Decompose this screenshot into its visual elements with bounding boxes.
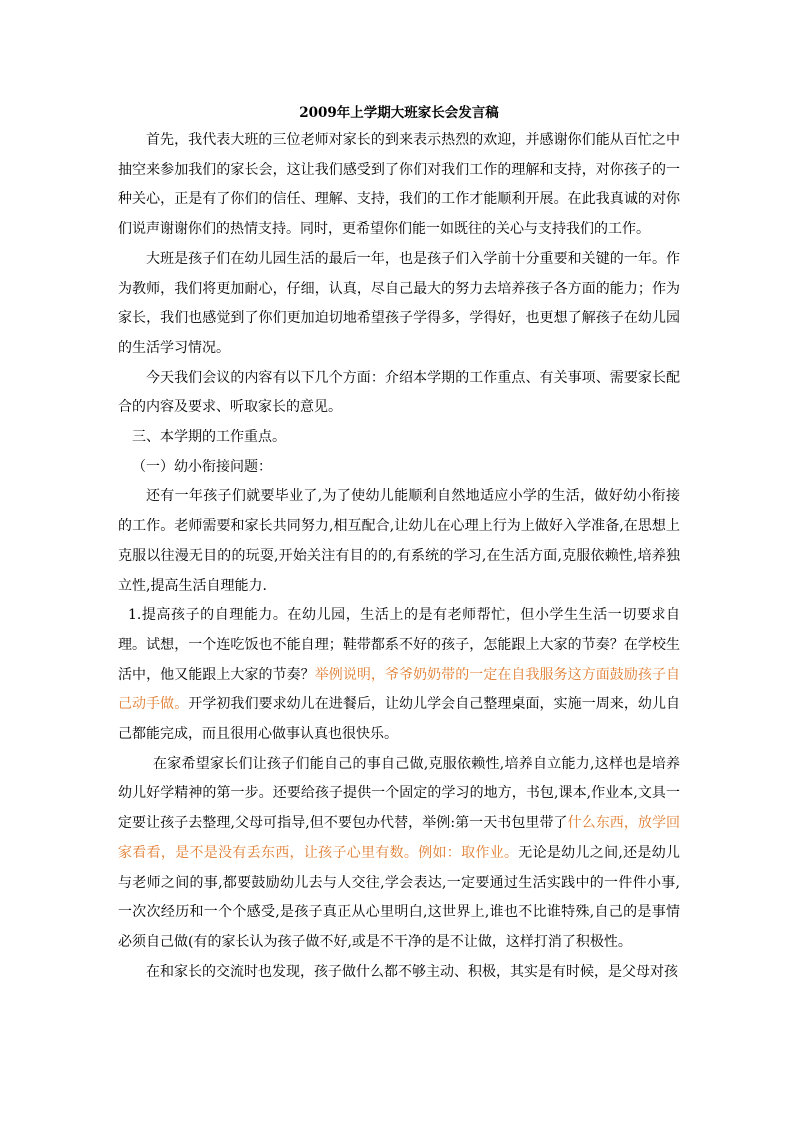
self-care-highlight: 举例说明，爷爷奶奶带的一定在自我服务这方面鼓励孩子自己动手做。 [118, 666, 680, 713]
subsection-heading-transition: （一）幼小衔接问题： [132, 458, 272, 475]
paragraph-meeting-agenda: 今天我们会议的内容有以下几个方面：介绍本学期的工作重点、有关事项、需要家长配合的内容及要求、听取家长的意见。 [118, 369, 680, 416]
document-title: 2009年上学期大班家长会发言稿 [299, 105, 499, 121]
paragraph-self-care [118, 601, 680, 750]
section-heading-work-focus: 三、本学期的工作重点。 [132, 429, 286, 446]
paragraph-final-year: 大班是孩子们在幼儿园生活的最后一年，也是孩子们入学前十分重要和关键的一年。作为教师，我们将更加耐心，仔细，认真，尽自己最大的努力去培养孩子各方面的能力；作为家长，我们也感觉到了你们更加迫切地希望孩子学得多，学得好，也更想了解孩子在幼儿园的生活学习情况。 [118, 250, 680, 356]
paragraph-transition: 还有一年孩子们就要毕业了,为了使幼儿能顺利自然地适应小学的生活，做好幼小衔接的工作。老师需要和家长共同努力,相互配合,让幼儿在心理上行为上做好入学准备,在思想上克服以往漫无目的的玩耍,开始关注有目的的,有系统的学习,在生活方面,克服依赖性,培养独立性,提高生活自理能力. [118, 488, 680, 594]
home-habits-highlight: 什么东西，放学回家看看，是不是没有丢东西，让孩子心里有数。例如：取作业。 [118, 815, 680, 861]
paragraph-welcome: 首先，我代表大班的三位老师对家长的到来表示热烈的欢迎，并感谢你们能从百忙之中抽空来参加我们的家长会，这让我们感受到了你们对我们工作的理解和支持，对你孩子的一种关心，正是有了你们的信任、理解、支持，我们的工作才能顺利开展。在此我真诚的对你们说声谢谢你们的热情支持。同时，更希望你们能一如既往的关心与支持我们的工作。 [118, 132, 680, 238]
self-care-text-b: 开学初我们要求幼儿在进餐后，让幼儿学会自己整理桌面，实施一周来，幼儿自己都能完成，而且很用心做事认真也很快乐。 [118, 696, 681, 743]
home-habits-text-b: 无论是幼儿之间,还是幼儿与老师之间的事,都要鼓励幼儿去与人交往,学会表达,一定要通过生活实践中的一件件小事,一次次经历和一个个感受,是孩子真正从心里明白,这世界上,谁也不比谁特殊,自己的是事情必须自己做(有的家长认为孩子做不好,或是不干净的是不让做，这样打消了积极性。 [118, 844, 681, 950]
self-care-text-a: 1.提高孩子的自理能力。在幼儿园，生活上的是有老师帮忙，但小学生生活一切要求自理。试想，一个连吃饭也不能自理；鞋带都系不好的孩子，怎能跟上大家的节奏？在学校生活中，他又能跟上大家的节奏？ [118, 607, 680, 683]
document-body [118, 100, 680, 987]
paragraph-parent-communication: 在和家长的交流时也发现，孩子做什么都不够主动、积极，其实是有时候，是父母对孩 [146, 963, 678, 980]
home-habits-text-a: 在家希望家长们让孩子们能自己的事自己做,克服依赖性,培养自立能力,这样也是培养幼儿好学精神的第一步。还要给孩子提供一个固定的学习的地方，书包,课本,作业本,文具一定要让孩子去整理,父母可指导,但不要包办代替，举例:第一天书包里带了 [118, 755, 680, 832]
paragraph-home-habits [118, 750, 680, 958]
